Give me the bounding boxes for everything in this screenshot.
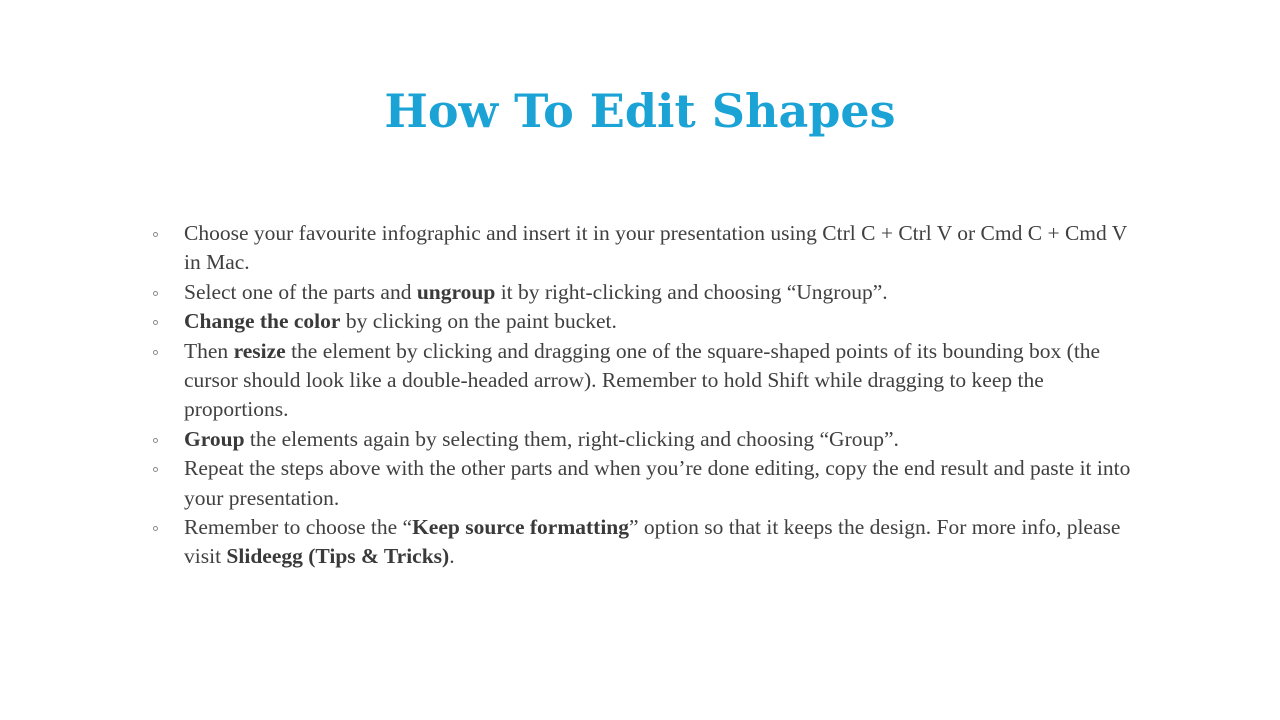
bullet-text-post: . [449, 544, 455, 569]
bullet-text-pre: Select one of the parts and [184, 279, 417, 304]
bullet-text-pre: Then [184, 338, 234, 363]
bullet-list [150, 219, 1135, 572]
bullet-text: Choose your favourite infographic and insert it in your presentation using Ctrl C + Ctrl V or Cmd C + Cmd V in Mac. [184, 221, 1127, 275]
bullet-text-post: the elements again by selecting them, right-clicking and choosing “Group”. [244, 426, 899, 451]
list-item [150, 337, 1135, 425]
bullet-text-post: by clicking on the paint bucket. [340, 309, 617, 334]
list-item [150, 219, 1135, 278]
list-item [150, 513, 1135, 572]
bullet-text-bold: resize [233, 338, 286, 363]
bullet-icon [153, 232, 158, 237]
bullet-text: Repeat the steps above with the other parts and when you’re done editing, copy the end result and paste it into your presentation. [184, 456, 1131, 510]
bullet-icon [153, 350, 158, 355]
bullet-icon [153, 438, 158, 443]
bullet-text-bold: Group [184, 426, 245, 451]
bullet-text-mid: ” option so that it keeps the design. For more info, please visit [184, 515, 1121, 569]
list-item [150, 454, 1135, 513]
bullet-text-bold: Keep source formatting [412, 515, 630, 540]
slideegg-link[interactable]: Slideegg (Tips & Tricks) [226, 544, 450, 569]
bullet-icon [153, 291, 158, 296]
slide-title: How To Edit Shapes [384, 84, 896, 138]
bullet-text-pre: Remember to choose the “ [184, 515, 413, 540]
list-item [150, 425, 1135, 454]
list-item [150, 278, 1135, 307]
bullet-text-bold: ungroup [416, 279, 496, 304]
bullet-text-post: the element by clicking and dragging one of the square-shaped points of its bounding box (the cursor should look like a double-headed arrow). Remember to hold Shift while dragging to keep the proportions. [184, 338, 1101, 422]
list-item [150, 307, 1135, 336]
bullet-icon [153, 526, 158, 531]
bullet-icon [153, 467, 158, 472]
bullet-text-bold: Change the color [184, 309, 341, 334]
bullet-text-post: it by right-clicking and choosing “Ungroup”. [495, 279, 888, 304]
bullet-icon [153, 320, 158, 325]
